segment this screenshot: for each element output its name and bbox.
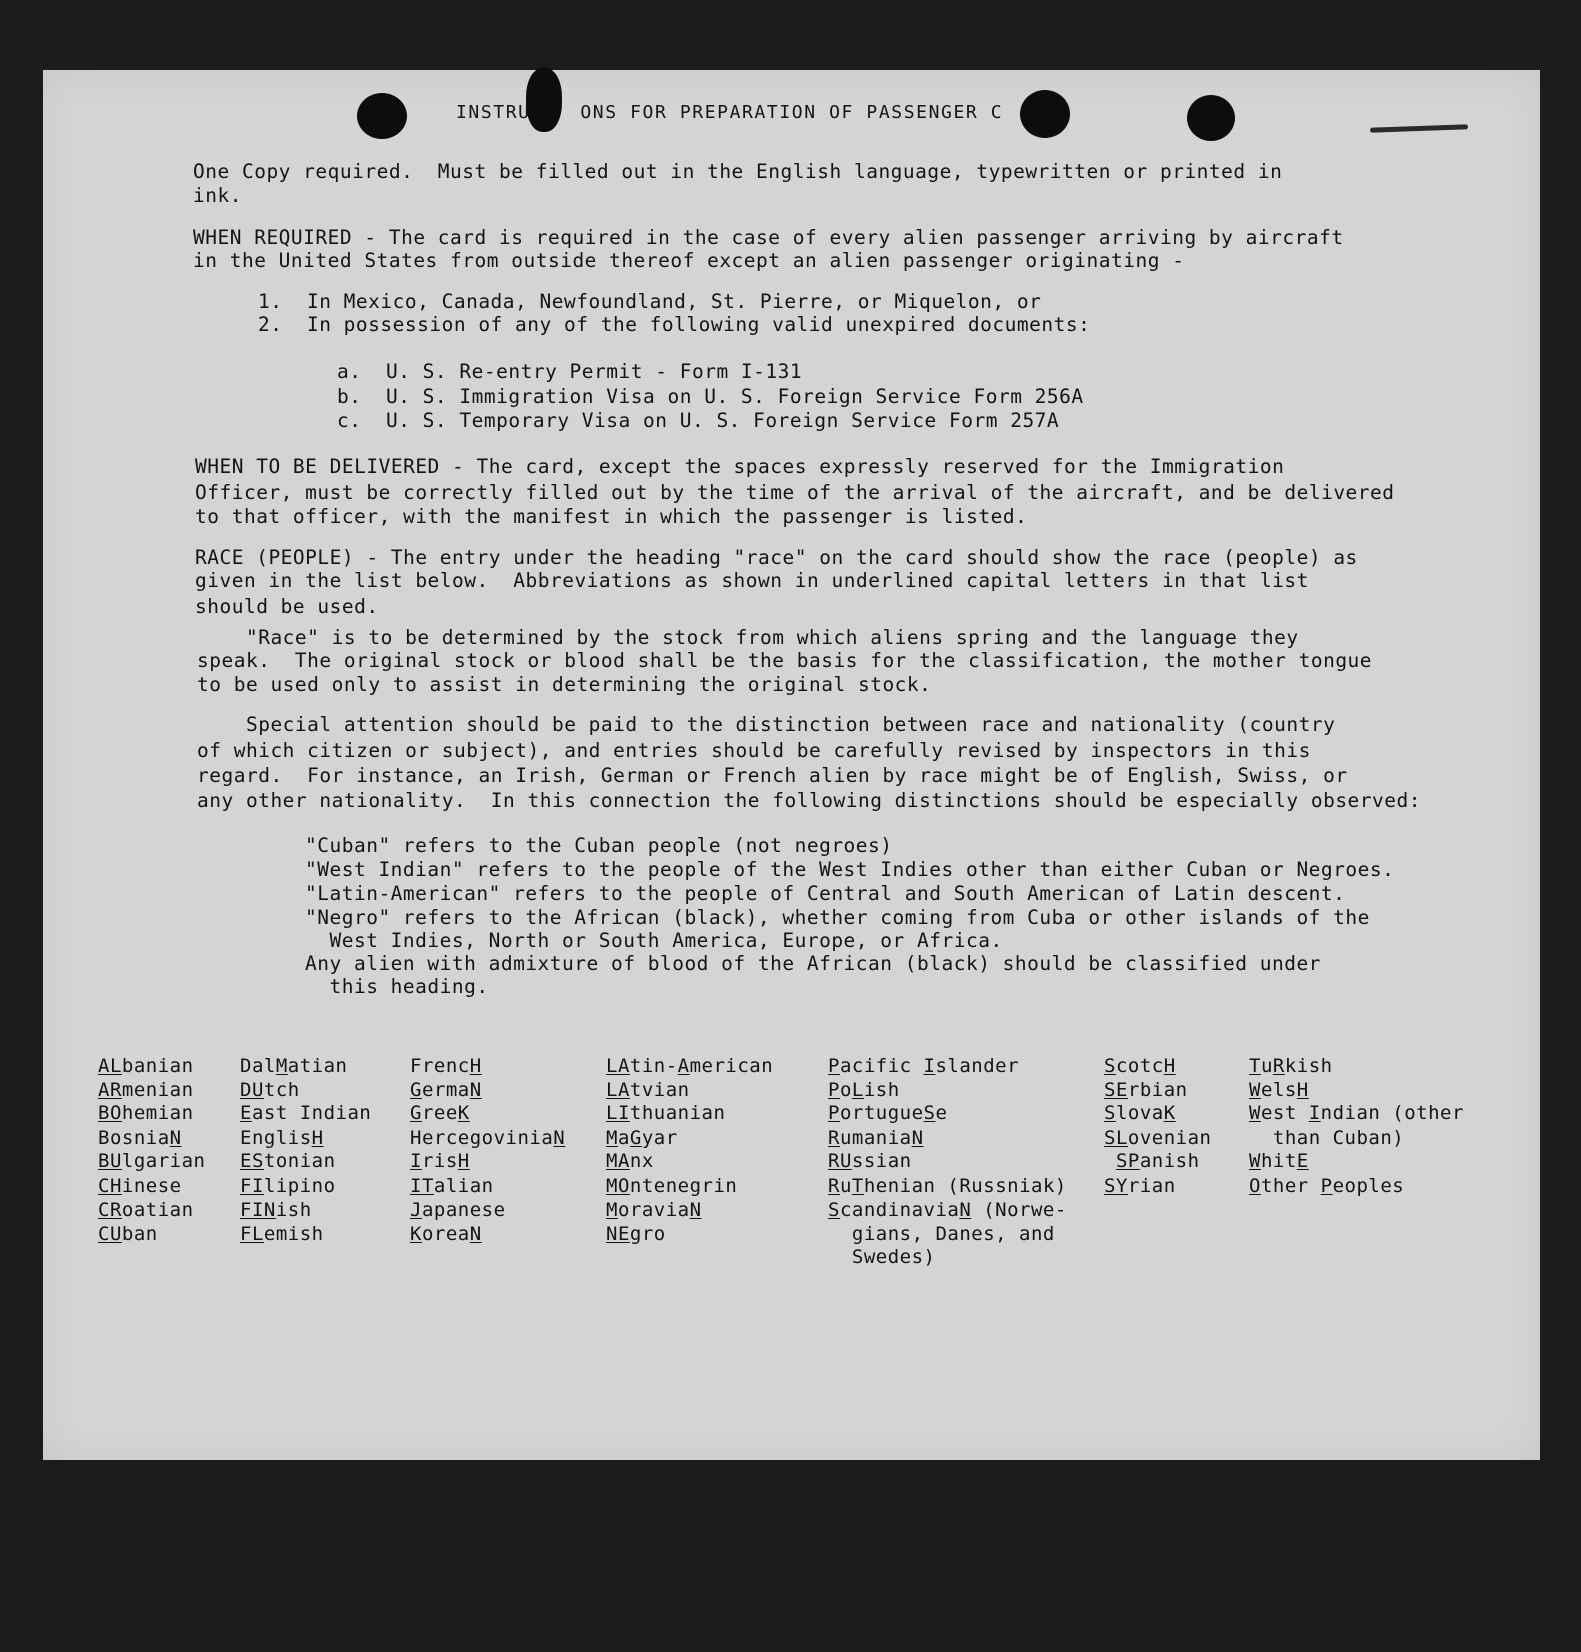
document-title: INSTRU ONS FOR PREPARATION OF PASSENGER C [456, 102, 1004, 123]
race-entry: DUtch [240, 1079, 300, 1101]
race-para2-line-1: "Race" is to be determined by the stock from which aliens spring and the language they [197, 626, 1299, 649]
race-entry: CUban [98, 1223, 158, 1245]
race-entry: West Indian (other [1249, 1102, 1464, 1124]
race-entry: ALbanian [98, 1055, 194, 1077]
race-entry: MAnx [606, 1150, 654, 1172]
race-para2-line-2: speak. The original stock or blood shall be the basis for the classification, the mother tongue [197, 649, 1373, 672]
when-delivered-line-1: WHEN TO BE DELIVERED - The card, except the spaces expressly reserved for the Immigration [195, 455, 1285, 478]
race-line-1: RACE (PEOPLE) - The entry under the heading "race" on the card should show the race (people) as [195, 546, 1358, 569]
distinction-west-indian: "West Indian" refers to the people of the West Indies other than either Cuban or Negroes. [305, 858, 1395, 881]
race-entry: ITalian [410, 1175, 494, 1197]
race-entry: WelsH [1249, 1079, 1309, 1101]
race-entry: Swedes) [828, 1246, 936, 1268]
race-entry: Pacific Islander [828, 1055, 1020, 1077]
punch-hole-right [1187, 95, 1235, 141]
distinction-negro-line-2: West Indies, North or South America, Europe, or Africa. [305, 929, 1003, 952]
document-item-a: a. U. S. Re-entry Permit - Form I-131 [337, 360, 803, 383]
race-para3-line-4: any other nationality. In this connection the following distinctions should be especially observed: [197, 789, 1421, 812]
race-entry: FLemish [240, 1223, 324, 1245]
race-entry: PoLish [828, 1079, 900, 1101]
race-entry: LAtvian [606, 1079, 690, 1101]
race-entry: BUlgarian [98, 1150, 206, 1172]
distinction-latin-american: "Latin-American" refers to the people of Central and South American of Latin descent. [305, 882, 1346, 905]
distinction-admixture-line-2: this heading. [305, 975, 489, 998]
race-entry: WhitE [1249, 1150, 1309, 1172]
race-entry: IrisH [410, 1150, 470, 1172]
race-entry: RUssian [828, 1150, 912, 1172]
race-entry: LIthuanian [606, 1102, 726, 1124]
document-item-b: b. U. S. Immigration Visa on U. S. Foreign Service Form 256A [337, 385, 1084, 408]
race-entry: FIlipino [240, 1175, 336, 1197]
race-entry: RuThenian (Russniak) [828, 1175, 1067, 1197]
race-entry: EStonian [240, 1150, 336, 1172]
race-para2-line-3: to be used only to assist in determining the original stock. [197, 673, 932, 696]
intro-line-2: ink. [193, 184, 242, 207]
distinction-admixture-line-1: Any alien with admixture of blood of the African (black) should be classified under [305, 952, 1321, 975]
distinction-cuban: "Cuban" refers to the Cuban people (not negroes) [305, 834, 893, 857]
race-entry: TuRkish [1249, 1055, 1333, 1077]
race-entry: than Cuban) [1249, 1127, 1405, 1149]
race-entry: SLovenian [1104, 1127, 1212, 1149]
condition-item-2: 2. In possession of any of the following valid unexpired documents: [258, 313, 1091, 336]
race-entry: CRoatian [98, 1199, 194, 1221]
race-entry: SYrian [1104, 1175, 1176, 1197]
race-entry: NEgro [606, 1223, 666, 1245]
document-item-c: c. U. S. Temporary Visa on U. S. Foreign Service Form 257A [337, 409, 1060, 432]
race-entry: CHinese [98, 1175, 182, 1197]
race-line-2: given in the list below. Abbreviations as shown in underlined capital letters in that list [195, 569, 1309, 592]
race-entry: SPanish [1115, 1150, 1200, 1172]
race-entry: BosniaN [98, 1127, 182, 1149]
race-entry: MoraviaN [606, 1199, 702, 1221]
condition-item-1: 1. In Mexico, Canada, Newfoundland, St. Pierre, or Miquelon, or [258, 290, 1042, 313]
race-para3-line-2: of which citizen or subject), and entries should be carefully revised by inspectors in this [197, 739, 1311, 762]
race-para3-line-1: Special attention should be paid to the distinction between race and nationality (country [197, 713, 1336, 736]
when-required-line-1: WHEN REQUIRED - The card is required in the case of every alien passenger arriving by aircraft [193, 226, 1344, 249]
race-entry: SlovaK [1104, 1102, 1176, 1124]
race-entry: Other Peoples [1249, 1175, 1405, 1197]
race-entry: Japanese [410, 1199, 506, 1221]
race-entry: MOntenegrin [606, 1175, 738, 1197]
race-entry: BOhemian [98, 1102, 194, 1124]
race-entry: gians, Danes, and [828, 1223, 1055, 1245]
race-para3-line-3: regard. For instance, an Irish, German or French alien by race might be of English, Swiss, or [197, 764, 1348, 787]
race-entry: RumaniaN [828, 1127, 924, 1149]
race-entry: KoreaN [410, 1223, 482, 1245]
when-delivered-line-3: to that officer, with the manifest in which the passenger is listed. [195, 505, 1028, 528]
punch-hole-center [1020, 90, 1070, 138]
punch-hole-left [357, 93, 407, 139]
race-entry: ARmenian [98, 1079, 194, 1101]
race-entry: East Indian [240, 1102, 372, 1124]
race-entry: DalMatian [240, 1055, 348, 1077]
race-entry: LAtin-American [606, 1055, 774, 1077]
race-entry: FrencH [410, 1055, 482, 1077]
distinction-negro-line-1: "Negro" refers to the African (black), whether coming from Cuba or other islands of the [305, 906, 1370, 929]
race-entry: GreeK [410, 1102, 470, 1124]
race-entry: GermaN [410, 1079, 482, 1101]
race-entry: ScandinaviaN (Norwe- [828, 1199, 1067, 1221]
race-entry: SErbian [1104, 1079, 1188, 1101]
race-entry: EnglisH [240, 1127, 324, 1149]
intro-line-1: One Copy required. Must be filled out in the English language, typewritten or printed in [193, 160, 1283, 183]
race-line-3: should be used. [195, 595, 379, 618]
race-entry: FINish [240, 1199, 312, 1221]
when-required-line-2: in the United States from outside thereof except an alien passenger originating - [193, 249, 1185, 272]
race-entry: ScotcH [1104, 1055, 1176, 1077]
race-entry: PortugueSe [828, 1102, 948, 1124]
race-entry: MaGyar [606, 1127, 678, 1149]
when-delivered-line-2: Officer, must be correctly filled out by the time of the arrival of the aircraft, and be delivered [195, 481, 1395, 504]
race-entry: HercegoviniaN [410, 1127, 566, 1149]
